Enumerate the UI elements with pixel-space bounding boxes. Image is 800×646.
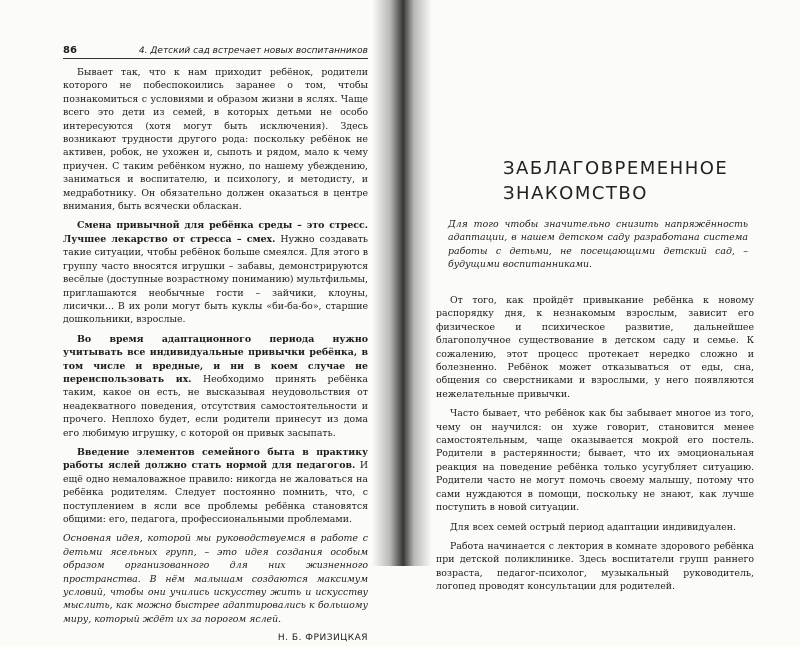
bold-lead: Смена привычной для ребёнка среды – это стресс. Лучшее лекарство от стресса – смех. <box>63 220 368 245</box>
paragraph: Необходимо принять ребёнка таким, какое он есть, не высказывая неудовольствия от неадекватного поведения, отсутствия самостоятельности и прочего. Неплохо будет, если родители принесут из дома его любимую игрушку, с которой он привык засыпать. <box>63 373 368 439</box>
paragraph: Часто бывает, что ребёнок как бы забывает многое из того, чему он научился: он хуже говорит, становится менее самостоятельным, чаще оказывается мокрой его постель. Родители в растерянности; бывает, что их эмоциональная реакция на поведение ребёнка только усугубляет ситуацию. Родители часто не могут помочь своему малышу, потому что сами нуждаются в помощи, поскольку не знают, как лучше поступить в новой ситуации. <box>436 408 754 514</box>
paragraph: Для всех семей острый период адаптации индивидуален. <box>450 521 737 533</box>
epigraph: Для того чтобы значительно снизить напряжённость адаптации, в нашем детском саду разработана система работы с детьми, не посещающими детский сад, – будущими воспитанниками. <box>448 219 748 271</box>
right-page <box>386 0 800 593</box>
left-page <box>0 0 386 644</box>
left-column <box>63 66 368 646</box>
heading-line: ЗАБЛАГОВРЕМЕННОЕ <box>503 158 729 179</box>
quote: Основная идея, которой мы руководствуемся в работе с детьми ясельных групп, – это идея создания особым образом организованного для них жизненного пространства. В нём малышам создаются максимум условий, чтобы они учились искусству жить и искусству мыслить, как можно быстрее адаптировались к большому миру, который ждёт их за порогом яслей. <box>63 533 368 625</box>
paragraph: Работа начинается с лектория в комнате здорового ребёнка при детской поликлинике. Здесь воспитатели групп раннего возраста, педагог-психолог, музыкальный руководитель, логопед проводят консультации для родителей. <box>436 540 754 593</box>
paragraph: Нужно создавать такие ситуации, чтобы ребёнок больше смеялся. Для этого в группу часто вносятся игрушки – забавы, демонстрируются весёлые (доступные возрастному пониманию) мультфильмы, приглашаются необычные гости – зайчики, клоуны, лисички... В их роли могут быть куклы «би-ба-бо», старшие дошкольники, взрослые. <box>63 233 369 326</box>
bold-lead: Введение элементов семейного быта в практику работы яслей должно стать нормой для педагогов. <box>63 446 368 472</box>
paragraph: Бывает так, что к нам приходит ребёнок, родители которого не побеспокоились заранее о том, чтобы познакомиться с условиями и образом жизни в яслях. Чаще всего это дети из семей, в которых детьми не особо интересуются (хотя могут быть исключения). Здесь возникают трудности другого рода: поскольку ребёнок не активен, робок, не ухожен и, сыпоть и рядом, мало к чему приучен. С таким ребёнком нужно, по нашему убеждению, заниматься и воспитателю, и психологу, и методисту, и медработнику. Он обязательно должен оказаться в центре внимания, быть всячески обласкан. <box>63 67 368 213</box>
right-column <box>436 294 754 600</box>
paragraph: От того, как пройдёт привыкание ребёнка к новому распорядку дня, к незнакомым взрослым, зависит его физическое и психическое развитие, дальнейшее благополучное существование в детском саду и семье. К сожалению, этот процесс протекает нередко сложно и болезненно. Ребёнок может отказываться от еды, сна, общения со сверстниками и взрослыми, у него появляются нежелательные привычки. <box>436 295 754 400</box>
book-gutter-shadow <box>372 0 432 566</box>
paragraph: И ещё одно немаловажное правило: никогда не жаловаться на ребёнка родителям. Следует постоянно помнить, что, с поступлением в ясли все проблемы ребёнка становятся общими: его, педагога, профессиональными проблемами. <box>63 460 369 525</box>
heading-line: ЗНАКОМСТВО <box>503 183 648 204</box>
running-head <box>63 40 368 59</box>
chapter-title: 4. Детский сад встречает новых воспитанников <box>138 46 368 56</box>
bold-lead: Во время адаптационного периода нужно учитывать все индивидуальные привычки ребёнка, в том числе и вредные, и ни в коем случае не переиспользовать их. <box>63 333 368 385</box>
section-heading <box>503 156 783 206</box>
page-number: 86 <box>63 45 77 56</box>
signature: Н. Б. ФРИЗИЦКАЯ <box>277 633 368 644</box>
